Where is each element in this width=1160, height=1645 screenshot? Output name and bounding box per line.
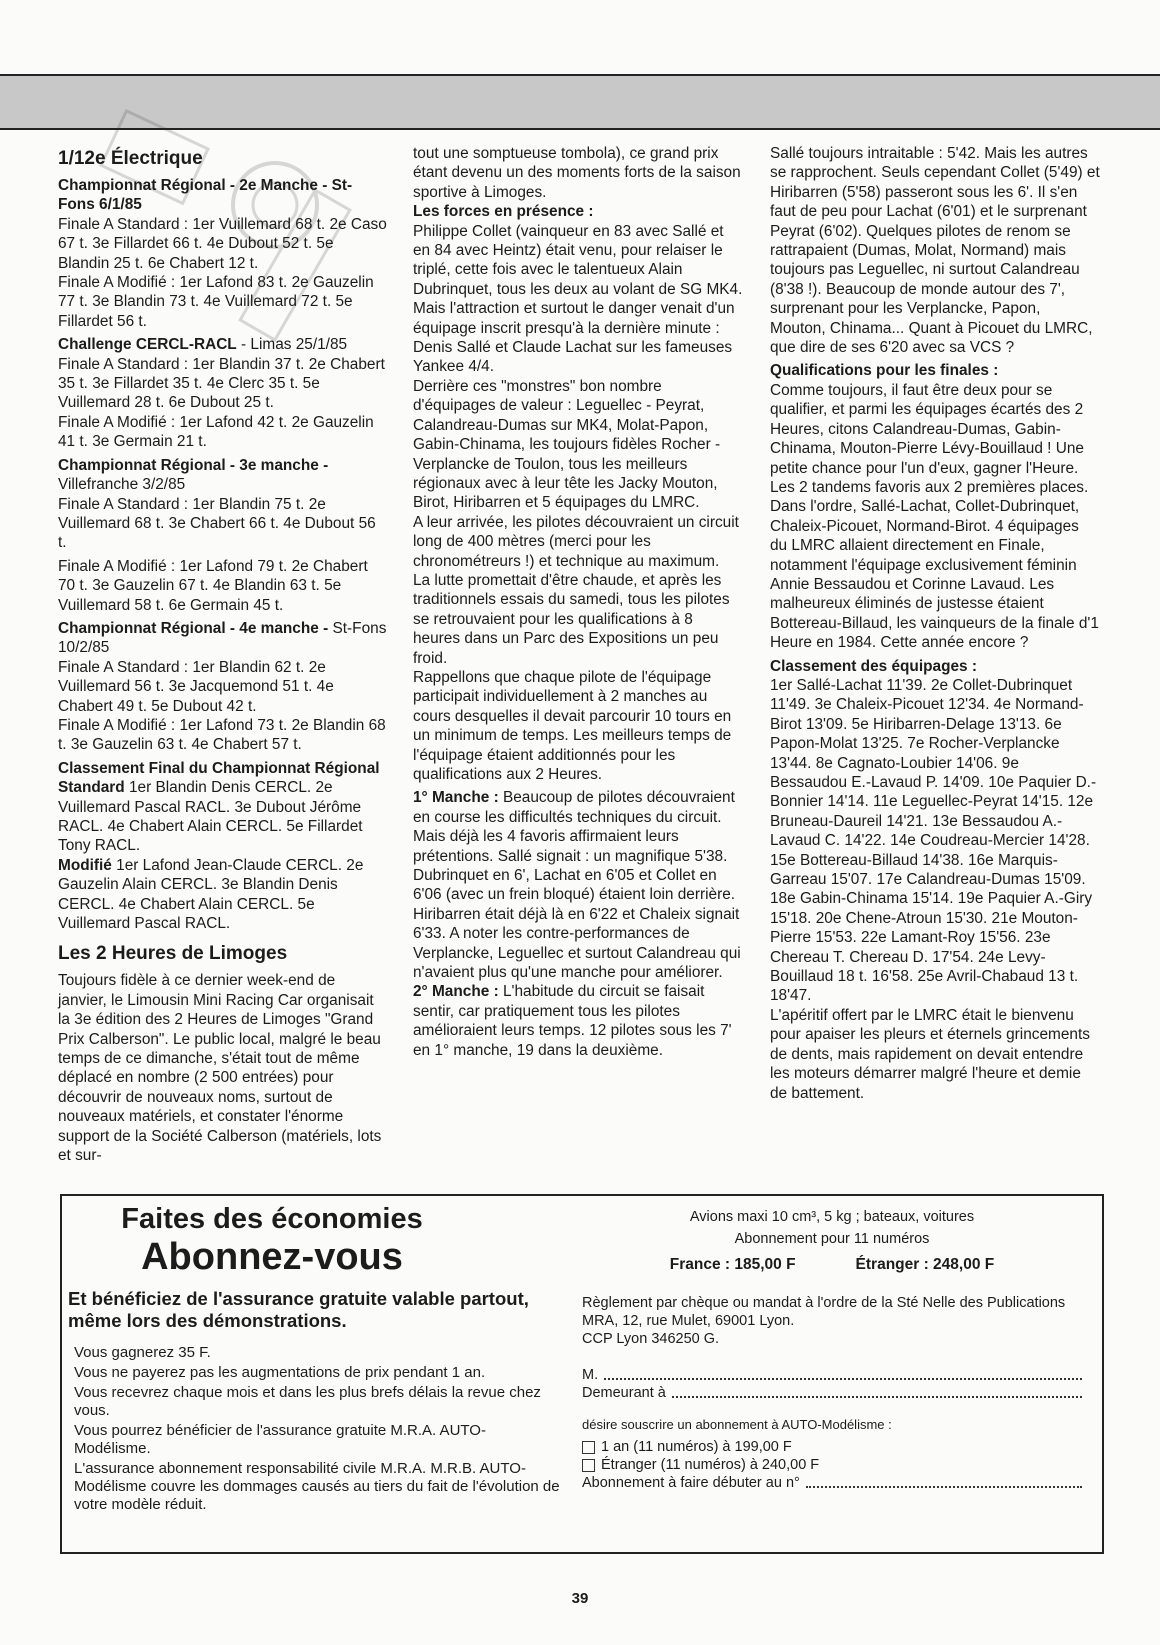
subheading-forces: Les forces en présence : (413, 203, 594, 221)
article-paragraph: L'apéritif offert par le LMRC était le bienvenu pour apaiser les pleurs et éternels grincements de dents, mais rapidement on devait entendre les moteurs démarrer malgré l'heure et demie de battement. (770, 1006, 1090, 1102)
address-label: Demeurant à (582, 1385, 666, 1401)
payment-text: Règlement par chèque ou mandat à l'ordre de la Sté Nelle des Publications MRA, 12, rue Mulet, 69001 Lyon. (582, 1295, 1066, 1329)
ranking-text: 1er Lafond Jean-Claude CERCL. 2e Gauzelin Alain CERCL. 3e Blandin Denis CERCL. 4e Chabert Alain CERCL. 5e Vuillemard Pascal RACL. (58, 856, 364, 933)
column-3 (770, 144, 1100, 1103)
benefit-item: Vous ne payerez pas les augmentations de prix pendant 1 an. (74, 1364, 486, 1381)
section-title-limoges: Les 2 Heures de Limoges (58, 943, 288, 965)
start-issue-field[interactable] (582, 1474, 1082, 1492)
result-text: Finale A Modifié : 1er Lafond 73 t. 2e Blandin 68 t. 3e Gauzelin 63 t. 4e Chabert 57 t. (58, 716, 386, 754)
start-label: Abonnement à faire débuter au n° (582, 1475, 800, 1491)
result-text: Finale A Standard : 1er Vuillemard 68 t. 2e Caso 67 t. 3e Fillardet 66 t. 4e Dubout 52 t. 5e Blandin 25 t. 6e Chabert 12 t. (58, 215, 387, 272)
block-place: St-Fons 10/2/85 (58, 619, 387, 657)
article-paragraph: Sallé toujours intraitable : 5'42. Mais les autres se rapprochent. Seuls cependant Collet (5'49) et Hiribarren (5'58) passeront sous les 6'. Il s'en faut de peu pour Lachat (6'01) et le surprenant Peyrat (6'02). Quelques pilotes de renom se rattrapaient (Dumas, Molat, Normand) mais toujours pas Leguellec, ni surtout Calandreau (8'38 !). Beaucoup de monde autour des 7', surprenant pour les Verplancke, Papon, Mouton, Chinama... Quant à Picouet du LMRC, que dire de ses 6'20 avec sa VCS ? (770, 145, 1100, 357)
subscribe-intro: désire souscrire un abonnement à AUTO-Modélisme : (582, 1417, 892, 1432)
benefits-list (62, 1344, 562, 1514)
promo-title: Faites des économies (121, 1203, 423, 1235)
article-paragraph: A leur arrivée, les pilotes découvraient un circuit long de 400 mètres (merci pour les chronométreurs !) et technique au maximum. (413, 513, 739, 570)
article-paragraph: Rappellons que chaque pilote de l'équipage participait individuellement à 2 manches au cours desquelles il devait parcourir 10 tours en un minimum de temps. Les meilleurs temps de l'équipage étaient additionnés pour les qualifications aux 2 Heures. (413, 668, 732, 783)
name-dots[interactable] (604, 1366, 1082, 1380)
ranking-text: 1er Blandin Denis CERCL. 2e Vuillemard Pascal RACL. 3e Dubout Jérôme RACL. 4e Chabert Alain CERCL. 5e Fillardet Tony RACL. (58, 779, 363, 855)
result-text: Finale A Standard : 1er Blandin 62 t. 2e Vuillemard 56 t. 3e Jacquemond 51 t. 4e Chabert 49 t. 5e Dubout 42 t. (58, 658, 334, 715)
price-etranger: Étranger : 248,00 F (855, 1256, 995, 1273)
subscription-left (62, 1202, 562, 1516)
address-field[interactable] (582, 1384, 1082, 1402)
block-place: Villefranche 3/2/85 (58, 476, 186, 494)
price-row (582, 1256, 1082, 1274)
page-number: 39 (571, 1590, 589, 1607)
article-paragraph: Comme toujours, il faut être deux pour se qualifier, et parmi les équipages écartés des 2 Heures, citons Calandreau-Dumas, Gabin-Chinama, Mouton-Pierre Lévy-Bouillaud ! Une petite chance pour l'un d'eux, gagner l'Heure. Les 2 tandems favoris aux 2 premières places. Dans l'ordre, Sallé-Lachat, Collet-Dubrinquet, Chaleix-Picouet, Normand-Birot. 4 équipages du LMRC allaient directement en Finale, notamment l'équipage exclusivement féminin Annie Bessaudou et Corinne Lavaud. Les malheureux éliminés de justesse étaient Bottereau-Billaud, les vainqueurs de la finale d'1 Heure en 1984. Cette année encore ? (770, 381, 1099, 652)
checkbox-1an[interactable] (582, 1441, 595, 1454)
article-paragraph: Toujours fidèle à ce dernier week-end de janvier, le Limousin Mini Racing Car organisait la 3e édition des 2 Heures de Limoges "Grand Prix Calberson". Le public local, malgré le beau temps de ce dimanche, s'était tout de même déplacé en nombre (2 500 entrées) pour découvrir de nouveaux noms, surtout de nouveaux matériels, et constater l'énorme support de la Société Calberson (matériels, lots et sur- (58, 972, 382, 1165)
promo-subtitle: Et bénéficiez de l'assurance gratuite valable partout, même lors des démonstrations. (68, 1288, 529, 1331)
promo-headline: Abonnez-vous (141, 1236, 403, 1278)
address-dots[interactable] (672, 1384, 1082, 1398)
start-dots[interactable] (806, 1474, 1082, 1488)
benefit-item: Vous gagnerez 35 F. (74, 1344, 211, 1361)
subheading-classement: Classement des équipages : (770, 657, 977, 675)
article-paragraph: Derrière ces "monstres" bon nombre d'équipages de valeur : Leguellec - Peyrat, Calandreau-Dumas sur MK4, Molat-Papon, Gabin-Chinama, les toujours fidèles Rocher - Verplancke de Toulon, tous les meilleurs régionaux avec à leur tête les Jacky Mouton, Birot, Hiribarren et 5 équipages du LMRC. (413, 377, 721, 512)
article-paragraph: La lutte promettait d'être chaude, et après les traditionnels essais du samedi, tous les pilotes se retrouvaient pour les qualifications à 8 heures dans un Parc des Expositions un peu froid. (413, 571, 730, 667)
result-text: Finale A Modifié : 1er Lafond 79 t. 2e Chabert 70 t. 3e Gauzelin 67 t. 4e Blandin 63 t. 5e Vuillemard 58 t. 6e Germain 45 t. (58, 557, 368, 614)
benefit-item: L'assurance abonnement responsabilité civile M.R.A. M.R.B. AUTO-Modélisme couvre les dommages causés au tiers du fait de l'évolution de votre modèle réduit. (74, 1460, 560, 1513)
name-label: M. (582, 1367, 599, 1383)
benefit-item: Vous recevrez chaque mois et dans les plus brefs délais la revue chez vous. (74, 1384, 541, 1419)
result-text: Finale A Standard : 1er Blandin 37 t. 2e Chabert 35 t. 3e Fillardet 35 t. 4e Clerc 35 t. 5e Vuillemard 28 t. 6e Dubout 25 t. (58, 355, 385, 412)
section-title-electrique: 1/12e Électrique (58, 148, 203, 169)
header-band (0, 74, 1160, 130)
subheading-qualifications: Qualifications pour les finales : (770, 362, 999, 380)
manche-label: 1° Manche : (413, 789, 499, 807)
result-text: Finale A Standard : 1er Blandin 75 t. 2e Vuillemard 68 t. 3e Chabert 66 t. 4e Dubout 56 t. (58, 495, 376, 552)
block-place: - Limas 25/1/85 (236, 336, 348, 354)
block-heading: Classement Final du Championnat Régional (58, 759, 380, 777)
block-heading: Championnat Régional - 2e Manche - St-Fons 6/1/85 (58, 177, 353, 214)
promo-conditions: Avions maxi 10 cm³, 5 kg ; bateaux, voitures (689, 1209, 975, 1225)
subscription-form (582, 1208, 1082, 1492)
promo-numbers: Abonnement pour 11 numéros (734, 1231, 930, 1247)
column-1 (58, 144, 388, 1166)
ccp-text: CCP Lyon 346250 G. (582, 1331, 720, 1347)
block-heading: Championnat Régional - 3e manche - (58, 456, 329, 474)
subscription-box (60, 1194, 1104, 1554)
checkbox-etranger[interactable] (582, 1459, 595, 1472)
option-1an: 1 an (11 numéros) à 199,00 F (601, 1439, 792, 1455)
option-etranger: Étranger (11 numéros) à 240,00 F (601, 1457, 820, 1473)
result-text: Finale A Modifié : 1er Lafond 83 t. 2e Gauzelin 77 t. 3e Blandin 73 t. 4e Vuillemard 72 t. 5e Fillardet 56 t. (58, 274, 374, 330)
category-label: Modifié (58, 856, 112, 874)
article-paragraph: Philippe Collet (vainqueur en 83 avec Sallé et en 84 avec Heintz) était venu, pour relaiser le triplé, cette fois avec le talentueux Alain Dubrinquet, tous les deux au volant de SG MK4. Mais l'attraction et surtout le danger venait d'un équipage inscrit presqu'à la dernière minute : Denis Sallé et Claude Lachat sur les fameuses Yankee 4/4. (413, 222, 743, 376)
column-2 (413, 144, 743, 1060)
manche-text: Beaucoup de pilotes découvraient en course les difficultés techniques du circuit. Mais déjà les 4 favoris affirmaient leurs prétentions. Sallé signait : un magnifique 5'38. Dubrinquet en 6', Lachat en 6'05 et Collet en 6'06 (avec un frein bloqué) étaient loin derrière. Hiribarren était déjà là en 6'22 et Chaleix signait 6'33. A noter les contre-performances de Verplancke, Leguellec et surtout Calandreau qui n'avaient plus qu'une manche pour améliorer. (413, 789, 741, 982)
manche-text: L'habitude du circuit se faisait sentir, car pratiquement tous les pilotes amélioraient leurs temps. 12 pilotes sous les 7' en 1° manche, 19 dans la deuxième. (413, 983, 732, 1059)
manche-label: 2° Manche : (413, 983, 499, 1001)
category-label: Standard (58, 779, 125, 797)
name-field[interactable] (582, 1366, 1082, 1384)
article-paragraph: tout une somptueuse tombola), ce grand prix étant devenu un des moments forts de la saison sportive à Limoges. (413, 145, 741, 201)
block-heading: Challenge CERCL-RACL (58, 336, 237, 354)
result-text: Finale A Modifié : 1er Lafond 42 t. 2e Gauzelin 41 t. 3e Germain 21 t. (58, 413, 374, 451)
benefit-item: Vous pourrez bénéficier de l'assurance gratuite M.R.A. AUTO-Modélisme. (74, 1422, 486, 1457)
price-france: France : 185,00 F (669, 1256, 796, 1273)
ranking-text: 1er Sallé-Lachat 11'39. 2e Collet-Dubrinquet 11'49. 3e Chaleix-Picouet 12'34. 4e Normand-Birot 13'09. 5e Hiribarren-Delage 13'13. 6e Papon-Molat 13'25. 7e Rocher-Verplancke 13'44. 8e Cagnato-Loubier 14'06. 9e Bessaudou E.-Lavaud P. 14'09. 10e Paquier D.-Bonnier 14'14. 11e Leguellec-Peyrat 14'15. 12e Bruneau-Daureil 14'21. 13e Bessaudou A.-Lavaud C. 14'22. 14e Coudreau-Mercier 14'28. 15e Bottereau-Billaud 14'38. 16e Marquis-Garreau 15'07. 17e Calandreau-Dumas 15'09. 18e Gabin-Chinama 15'14. 19e Paquier A.-Giry 15'18. 20e Chene-Atroun 15'30. 21e Mouton-Pierre 15'53. 22e Lamant-Roy 15'56. 23e Chereau T. Chereau D. 17'54. 24e Levy-Bouillaud 18 t. 16'58. 25e Avril-Chabaud 13 t. 18'47. (770, 676, 1097, 1005)
block-heading: Championnat Régional - 4e manche - (58, 619, 333, 637)
